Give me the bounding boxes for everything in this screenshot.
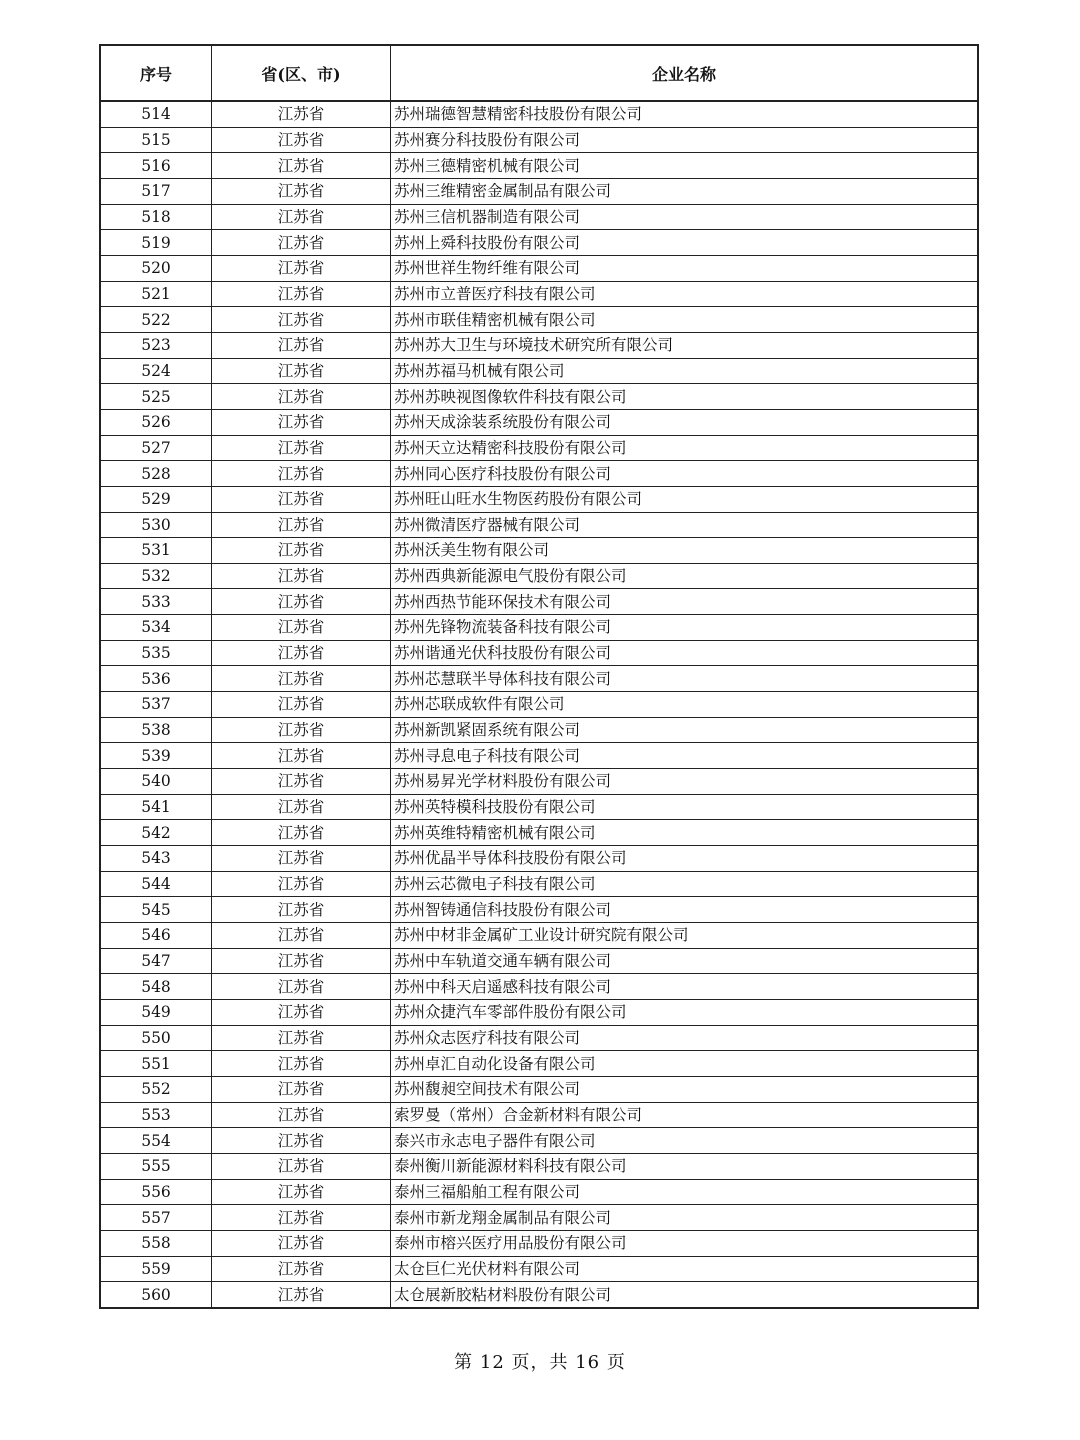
cell-serial-number: 527 [100, 435, 212, 461]
cell-serial-number: 554 [100, 1128, 212, 1154]
cell-company-name: 泰州三福船舶工程有限公司 [391, 1179, 979, 1205]
cell-company-name: 苏州苏映视图像软件科技有限公司 [391, 384, 979, 410]
cell-serial-number: 539 [100, 743, 212, 769]
cell-serial-number: 551 [100, 1051, 212, 1077]
table-row [100, 1102, 978, 1128]
table-row [100, 871, 978, 897]
table-row [100, 461, 978, 487]
cell-serial-number: 536 [100, 666, 212, 692]
cell-company-name: 苏州市立普医疗科技有限公司 [391, 281, 979, 307]
cell-serial-number: 544 [100, 871, 212, 897]
cell-serial-number: 547 [100, 948, 212, 974]
table-row [100, 743, 978, 769]
cell-company-name: 苏州中车轨道交通车辆有限公司 [391, 948, 979, 974]
cell-company-name: 苏州英维特精密机械有限公司 [391, 820, 979, 846]
cell-province: 江苏省 [212, 948, 391, 974]
cell-serial-number: 516 [100, 153, 212, 179]
cell-company-name: 苏州众捷汽车零部件股份有限公司 [391, 999, 979, 1025]
cell-company-name: 泰州衡川新能源材料科技有限公司 [391, 1153, 979, 1179]
cell-company-name: 苏州三维精密金属制品有限公司 [391, 178, 979, 204]
cell-province: 江苏省 [212, 897, 391, 923]
cell-province: 江苏省 [212, 1153, 391, 1179]
header-province: 省(区、市) [212, 45, 391, 101]
cell-company-name: 泰州市新龙翔金属制品有限公司 [391, 1205, 979, 1231]
cell-province: 江苏省 [212, 974, 391, 1000]
cell-company-name: 苏州天立达精密科技股份有限公司 [391, 435, 979, 461]
cell-company-name: 苏州沃美生物有限公司 [391, 538, 979, 564]
cell-province: 江苏省 [212, 563, 391, 589]
cell-province: 江苏省 [212, 1128, 391, 1154]
cell-serial-number: 522 [100, 307, 212, 333]
cell-serial-number: 548 [100, 974, 212, 1000]
table-row [100, 717, 978, 743]
cell-company-name: 苏州中材非金属矿工业设计研究院有限公司 [391, 923, 979, 949]
table-row [100, 486, 978, 512]
cell-company-name: 苏州先锋物流装备科技有限公司 [391, 615, 979, 641]
cell-company-name: 苏州芯联成软件有限公司 [391, 692, 979, 718]
table-row [100, 409, 978, 435]
cell-province: 江苏省 [212, 127, 391, 153]
cell-province: 江苏省 [212, 1282, 391, 1308]
cell-province: 江苏省 [212, 204, 391, 230]
cell-province: 江苏省 [212, 923, 391, 949]
cell-province: 江苏省 [212, 820, 391, 846]
cell-company-name: 苏州西典新能源电气股份有限公司 [391, 563, 979, 589]
cell-serial-number: 545 [100, 897, 212, 923]
cell-serial-number: 541 [100, 794, 212, 820]
table-row [100, 153, 978, 179]
cell-province: 江苏省 [212, 1025, 391, 1051]
cell-serial-number: 521 [100, 281, 212, 307]
cell-province: 江苏省 [212, 178, 391, 204]
cell-company-name: 苏州旺山旺水生物医药股份有限公司 [391, 486, 979, 512]
header-company-name: 企业名称 [391, 45, 979, 101]
cell-province: 江苏省 [212, 409, 391, 435]
table-row [100, 1256, 978, 1282]
cell-serial-number: 546 [100, 923, 212, 949]
cell-province: 江苏省 [212, 794, 391, 820]
table-row [100, 512, 978, 538]
cell-company-name: 苏州西热节能环保技术有限公司 [391, 589, 979, 615]
cell-serial-number: 555 [100, 1153, 212, 1179]
table-row [100, 897, 978, 923]
cell-province: 江苏省 [212, 769, 391, 795]
cell-serial-number: 534 [100, 615, 212, 641]
cell-company-name: 苏州世祥生物纤维有限公司 [391, 255, 979, 281]
cell-company-name: 苏州优晶半导体科技股份有限公司 [391, 846, 979, 872]
table-row [100, 563, 978, 589]
cell-company-name: 苏州芯慧联半导体科技有限公司 [391, 666, 979, 692]
cell-serial-number: 549 [100, 999, 212, 1025]
cell-serial-number: 531 [100, 538, 212, 564]
cell-serial-number: 542 [100, 820, 212, 846]
cell-company-name: 苏州三德精密机械有限公司 [391, 153, 979, 179]
table-row [100, 358, 978, 384]
cell-company-name: 苏州同心医疗科技股份有限公司 [391, 461, 979, 487]
cell-serial-number: 540 [100, 769, 212, 795]
table-row [100, 178, 978, 204]
table-row [100, 666, 978, 692]
cell-serial-number: 530 [100, 512, 212, 538]
cell-serial-number: 557 [100, 1205, 212, 1231]
cell-company-name: 苏州市联佳精密机械有限公司 [391, 307, 979, 333]
cell-province: 江苏省 [212, 615, 391, 641]
table-row [100, 948, 978, 974]
cell-company-name: 苏州中科天启遥感科技有限公司 [391, 974, 979, 1000]
table-body [100, 101, 978, 1308]
table-row [100, 794, 978, 820]
table-row [100, 846, 978, 872]
cell-province: 江苏省 [212, 1051, 391, 1077]
cell-serial-number: 533 [100, 589, 212, 615]
table-row [100, 999, 978, 1025]
cell-province: 江苏省 [212, 846, 391, 872]
cell-company-name: 太仓巨仁光伏材料有限公司 [391, 1256, 979, 1282]
table-row [100, 923, 978, 949]
cell-serial-number: 560 [100, 1282, 212, 1308]
cell-serial-number: 529 [100, 486, 212, 512]
cell-province: 江苏省 [212, 743, 391, 769]
cell-province: 江苏省 [212, 538, 391, 564]
cell-company-name: 泰兴市永志电子器件有限公司 [391, 1128, 979, 1154]
cell-serial-number: 520 [100, 255, 212, 281]
cell-serial-number: 552 [100, 1076, 212, 1102]
cell-company-name: 苏州上舜科技股份有限公司 [391, 230, 979, 256]
table-row [100, 538, 978, 564]
table-row [100, 1128, 978, 1154]
table-row [100, 384, 978, 410]
table-row [100, 307, 978, 333]
header-serial-number: 序号 [100, 45, 212, 101]
table-row [100, 127, 978, 153]
cell-province: 江苏省 [212, 281, 391, 307]
cell-company-name: 苏州赛分科技股份有限公司 [391, 127, 979, 153]
cell-company-name: 苏州易昇光学材料股份有限公司 [391, 769, 979, 795]
cell-province: 江苏省 [212, 640, 391, 666]
cell-company-name: 苏州瑞德智慧精密科技股份有限公司 [391, 101, 979, 127]
table-row [100, 1025, 978, 1051]
cell-company-name: 苏州天成涂装系统股份有限公司 [391, 409, 979, 435]
cell-company-name: 苏州微清医疗器械有限公司 [391, 512, 979, 538]
cell-serial-number: 556 [100, 1179, 212, 1205]
cell-province: 江苏省 [212, 589, 391, 615]
cell-serial-number: 532 [100, 563, 212, 589]
cell-company-name: 苏州谐通光伏科技股份有限公司 [391, 640, 979, 666]
table-row [100, 615, 978, 641]
cell-company-name: 苏州苏大卫生与环境技术研究所有限公司 [391, 332, 979, 358]
cell-company-name: 苏州苏福马机械有限公司 [391, 358, 979, 384]
cell-province: 江苏省 [212, 1230, 391, 1256]
cell-serial-number: 558 [100, 1230, 212, 1256]
table-row [100, 769, 978, 795]
cell-serial-number: 538 [100, 717, 212, 743]
cell-company-name: 苏州英特模科技股份有限公司 [391, 794, 979, 820]
cell-serial-number: 526 [100, 409, 212, 435]
cell-province: 江苏省 [212, 871, 391, 897]
cell-province: 江苏省 [212, 101, 391, 127]
cell-serial-number: 559 [100, 1256, 212, 1282]
table-row [100, 1282, 978, 1308]
cell-company-name: 苏州云芯微电子科技有限公司 [391, 871, 979, 897]
table-row [100, 1051, 978, 1077]
cell-province: 江苏省 [212, 1179, 391, 1205]
cell-serial-number: 519 [100, 230, 212, 256]
cell-company-name: 苏州卓汇自动化设备有限公司 [391, 1051, 979, 1077]
cell-company-name: 太仓展新胶粘材料股份有限公司 [391, 1282, 979, 1308]
cell-province: 江苏省 [212, 435, 391, 461]
cell-serial-number: 524 [100, 358, 212, 384]
table-row [100, 1076, 978, 1102]
cell-company-name: 苏州寻息电子科技有限公司 [391, 743, 979, 769]
cell-serial-number: 518 [100, 204, 212, 230]
cell-province: 江苏省 [212, 486, 391, 512]
cell-province: 江苏省 [212, 153, 391, 179]
cell-serial-number: 537 [100, 692, 212, 718]
cell-province: 江苏省 [212, 461, 391, 487]
cell-province: 江苏省 [212, 692, 391, 718]
cell-serial-number: 528 [100, 461, 212, 487]
cell-serial-number: 515 [100, 127, 212, 153]
table-row [100, 204, 978, 230]
cell-serial-number: 550 [100, 1025, 212, 1051]
table-row [100, 435, 978, 461]
cell-company-name: 苏州馥昶空间技术有限公司 [391, 1076, 979, 1102]
table-row [100, 589, 978, 615]
cell-province: 江苏省 [212, 332, 391, 358]
cell-province: 江苏省 [212, 307, 391, 333]
cell-province: 江苏省 [212, 255, 391, 281]
table-row [100, 1205, 978, 1231]
cell-province: 江苏省 [212, 1256, 391, 1282]
cell-company-name: 苏州众志医疗科技有限公司 [391, 1025, 979, 1051]
cell-serial-number: 535 [100, 640, 212, 666]
table-row [100, 692, 978, 718]
cell-company-name: 苏州新凯紧固系统有限公司 [391, 717, 979, 743]
cell-company-name: 索罗曼（常州）合金新材料有限公司 [391, 1102, 979, 1128]
cell-serial-number: 553 [100, 1102, 212, 1128]
cell-province: 江苏省 [212, 358, 391, 384]
cell-province: 江苏省 [212, 1102, 391, 1128]
cell-province: 江苏省 [212, 230, 391, 256]
table-row [100, 820, 978, 846]
cell-province: 江苏省 [212, 384, 391, 410]
table-row [100, 230, 978, 256]
table-row [100, 1153, 978, 1179]
cell-province: 江苏省 [212, 717, 391, 743]
cell-company-name: 苏州智铸通信科技股份有限公司 [391, 897, 979, 923]
table-row [100, 255, 978, 281]
cell-serial-number: 525 [100, 384, 212, 410]
table-row [100, 1230, 978, 1256]
cell-province: 江苏省 [212, 999, 391, 1025]
table-row [100, 1179, 978, 1205]
cell-province: 江苏省 [212, 666, 391, 692]
cell-province: 江苏省 [212, 1205, 391, 1231]
table-row [100, 101, 978, 127]
table-row [100, 974, 978, 1000]
table-row [100, 332, 978, 358]
cell-serial-number: 543 [100, 846, 212, 872]
cell-province: 江苏省 [212, 512, 391, 538]
table-row [100, 640, 978, 666]
table-header-row [100, 45, 978, 101]
table-row [100, 281, 978, 307]
enterprise-table [99, 44, 979, 1309]
cell-company-name: 泰州市榕兴医疗用品股份有限公司 [391, 1230, 979, 1256]
cell-serial-number: 523 [100, 332, 212, 358]
cell-province: 江苏省 [212, 1076, 391, 1102]
cell-serial-number: 517 [100, 178, 212, 204]
cell-serial-number: 514 [100, 101, 212, 127]
cell-company-name: 苏州三信机器制造有限公司 [391, 204, 979, 230]
page-footer: 第 12 页，共 16 页 [454, 1352, 626, 1373]
